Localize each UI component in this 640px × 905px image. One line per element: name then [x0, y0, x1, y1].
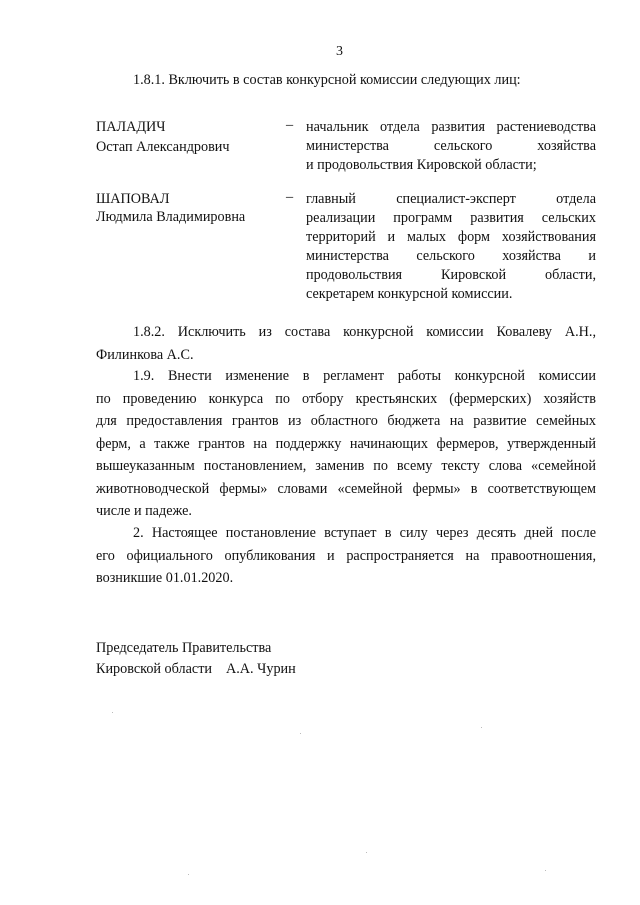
position-line: секретарем конкурсной комиссии. — [306, 286, 513, 302]
signer-region — [96, 659, 296, 680]
position-line: министерства сельского хозяйства — [306, 138, 596, 154]
member-given-names: Людмила Владимировна — [96, 209, 246, 225]
page-number: 3 — [336, 44, 343, 59]
position-line: начальник отдела развития растениеводства — [306, 119, 596, 135]
scan-speck — [188, 874, 189, 875]
position-line: территорий и малых форм хозяйствования — [306, 229, 596, 245]
paragraph-line: 2. Настоящее постановление вступает в силу через десять дней после — [133, 525, 596, 541]
member-surname: ПАЛАДИЧ — [96, 119, 166, 135]
paragraph-line: по проведению конкурса по отбору крестьянских (фермерских) хозяйств — [96, 390, 596, 407]
position-line: реализации программ развития сельских — [306, 210, 596, 226]
paragraph-line: Филинкова А.С. — [96, 346, 194, 363]
member-position — [306, 118, 596, 175]
paragraph-line: числе и падеже. — [96, 503, 192, 519]
scan-speck — [545, 870, 546, 871]
item-2 — [96, 522, 596, 590]
position-line: главный специалист-эксперт отдела — [306, 191, 596, 207]
item-1-8-1: 1.8.1. Включить в состав конкурсной комиссии следующих лиц: — [133, 72, 521, 88]
signer-position: Председатель Правительства — [96, 640, 272, 656]
paragraph-line: 1.8.2. Исключить из состава конкурсной комиссии Ковалеву А.Н., — [133, 324, 596, 340]
item-1-8-2 — [96, 321, 596, 366]
member-surname: ШАПОВАЛ — [96, 191, 170, 207]
member-dash: – — [286, 189, 294, 205]
paragraph-line: ферм, а также грантов на поддержку начинающих фермеров, утвержденный — [96, 435, 596, 452]
position-line: и продовольствия Кировской области; — [306, 157, 537, 173]
paragraph-line: животноводческой фермы» словами «семейной фермы» в соответствующем — [96, 480, 596, 497]
paragraph-line: его официального опубликования и распространяется на правоотношения, — [96, 547, 596, 564]
scan-speck — [366, 852, 367, 853]
signer-region-text: Кировской области — [96, 661, 212, 677]
paragraph-line: вышеуказанным постановлением, заменив по всему тексту слова «семейной — [96, 458, 596, 474]
signer-name: А.А. Чурин — [226, 661, 296, 677]
member-position — [306, 190, 596, 304]
item-1-9 — [96, 365, 596, 523]
position-line: министерства сельского хозяйства и — [306, 248, 596, 264]
scan-speck — [300, 733, 301, 734]
member-given-names: Остап Александрович — [96, 139, 230, 155]
paragraph-line: 1.9. Внести изменение в регламент работы конкурсной комиссии — [133, 368, 596, 384]
scan-speck — [112, 712, 113, 713]
paragraph-line: возникшие 01.01.2020. — [96, 570, 234, 586]
signature-block — [96, 638, 296, 680]
paragraph-line: для предоставления грантов из областного бюджета на развитие семейных — [96, 413, 596, 429]
member-dash: – — [286, 117, 294, 133]
position-line: продовольствия Кировской области, — [306, 267, 596, 283]
scan-speck — [481, 727, 482, 728]
